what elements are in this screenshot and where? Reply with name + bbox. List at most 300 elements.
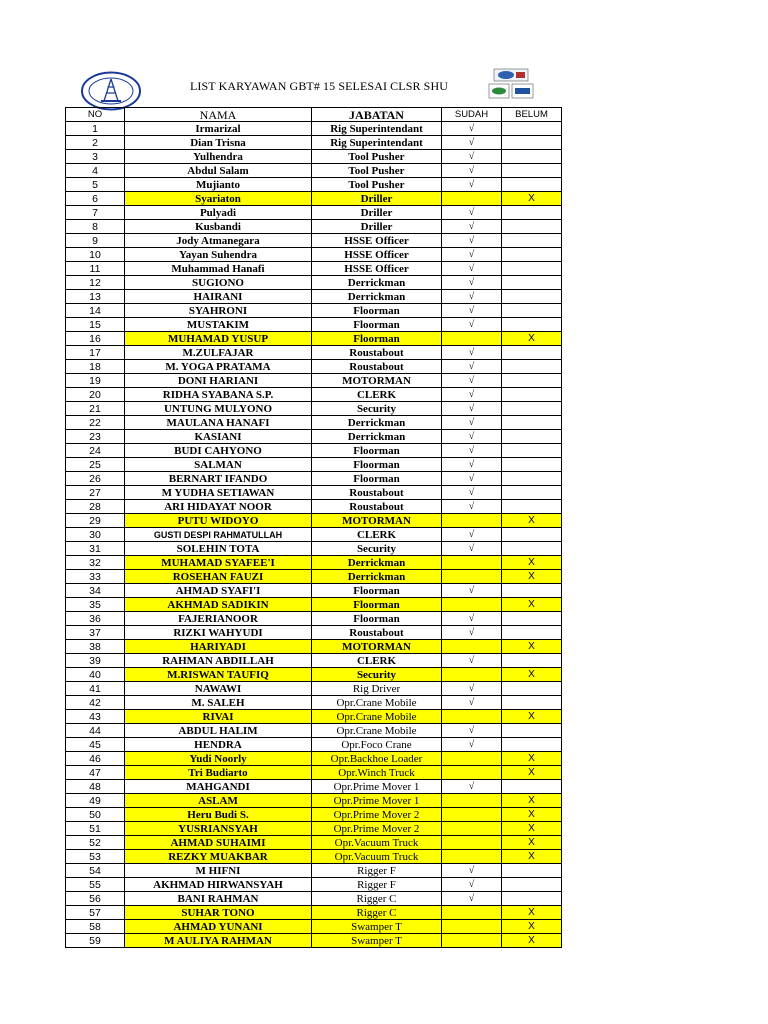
row-jabatan: Derrickman — [312, 290, 442, 304]
row-sudah — [442, 752, 502, 766]
row-sudah: √ — [442, 864, 502, 878]
row-belum: X — [502, 836, 562, 850]
row-belum — [502, 528, 562, 542]
row-nama: HENDRA — [125, 738, 312, 752]
row-sudah: √ — [442, 444, 502, 458]
row-jabatan: Opr.Crane Mobile — [312, 724, 442, 738]
row-belum — [502, 318, 562, 332]
row-nama: M AULIYA RAHMAN — [125, 934, 312, 948]
table-row — [66, 528, 562, 542]
row-belum: X — [502, 598, 562, 612]
row-nama: Yayan Suhendra — [125, 248, 312, 262]
row-no: 46 — [66, 752, 125, 766]
table-row — [66, 724, 562, 738]
table-row — [66, 402, 562, 416]
row-belum — [502, 234, 562, 248]
row-sudah: √ — [442, 164, 502, 178]
row-jabatan: Floorman — [312, 458, 442, 472]
row-sudah: √ — [442, 248, 502, 262]
row-sudah: √ — [442, 682, 502, 696]
row-belum: X — [502, 752, 562, 766]
row-sudah: √ — [442, 724, 502, 738]
row-nama: FAJERIANOOR — [125, 612, 312, 626]
row-no: 34 — [66, 584, 125, 598]
row-nama: Abdul Salam — [125, 164, 312, 178]
table-row — [66, 500, 562, 514]
row-sudah: √ — [442, 458, 502, 472]
row-no: 26 — [66, 472, 125, 486]
row-belum — [502, 626, 562, 640]
row-jabatan: Security — [312, 542, 442, 556]
table-row — [66, 472, 562, 486]
row-jabatan: Floorman — [312, 332, 442, 346]
row-no: 16 — [66, 332, 125, 346]
row-sudah: √ — [442, 696, 502, 710]
table-row — [66, 878, 562, 892]
table-row — [66, 318, 562, 332]
row-belum — [502, 864, 562, 878]
row-jabatan: CLERK — [312, 388, 442, 402]
row-sudah — [442, 598, 502, 612]
row-sudah: √ — [442, 136, 502, 150]
row-belum: X — [502, 570, 562, 584]
row-sudah: √ — [442, 626, 502, 640]
row-jabatan: Derrickman — [312, 430, 442, 444]
row-belum — [502, 458, 562, 472]
row-sudah — [442, 766, 502, 780]
row-belum — [502, 584, 562, 598]
header-jabatan: JABATAN — [312, 108, 442, 122]
row-sudah — [442, 192, 502, 206]
row-jabatan: Driller — [312, 192, 442, 206]
header-no: NO — [66, 108, 125, 122]
row-nama: RIDHA SYABANA S.P. — [125, 388, 312, 402]
row-no: 13 — [66, 290, 125, 304]
row-belum — [502, 304, 562, 318]
row-jabatan: Opr.Vacuum Truck — [312, 850, 442, 864]
row-belum — [502, 248, 562, 262]
row-no: 7 — [66, 206, 125, 220]
row-no: 55 — [66, 878, 125, 892]
row-belum — [502, 724, 562, 738]
row-sudah: √ — [442, 416, 502, 430]
row-jabatan: Opr.Backhoe Loader — [312, 752, 442, 766]
row-belum — [502, 346, 562, 360]
row-jabatan: Security — [312, 402, 442, 416]
row-nama: M.RISWAN TAUFIQ — [125, 668, 312, 682]
row-nama: KASIANI — [125, 430, 312, 444]
row-sudah: √ — [442, 528, 502, 542]
row-nama: SALMAN — [125, 458, 312, 472]
row-no: 36 — [66, 612, 125, 626]
row-no: 49 — [66, 794, 125, 808]
table-row — [66, 542, 562, 556]
row-no: 50 — [66, 808, 125, 822]
row-no: 24 — [66, 444, 125, 458]
row-belum: X — [502, 822, 562, 836]
row-sudah: √ — [442, 612, 502, 626]
table-row — [66, 178, 562, 192]
row-no: 37 — [66, 626, 125, 640]
row-belum — [502, 402, 562, 416]
table-row — [66, 612, 562, 626]
row-jabatan: Security — [312, 668, 442, 682]
table-row — [66, 276, 562, 290]
row-jabatan: MOTORMAN — [312, 514, 442, 528]
table-row — [66, 150, 562, 164]
row-jabatan: Opr.Crane Mobile — [312, 696, 442, 710]
row-nama: ARI HIDAYAT NOOR — [125, 500, 312, 514]
row-nama: AKHMAD SADIKIN — [125, 598, 312, 612]
row-nama: Syariaton — [125, 192, 312, 206]
row-nama: Kusbandi — [125, 220, 312, 234]
row-sudah — [442, 934, 502, 948]
row-jabatan: HSSE Officer — [312, 262, 442, 276]
row-nama: HARIYADI — [125, 640, 312, 654]
row-sudah — [442, 794, 502, 808]
row-no: 39 — [66, 654, 125, 668]
row-sudah — [442, 850, 502, 864]
row-belum: X — [502, 920, 562, 934]
row-jabatan: Floorman — [312, 598, 442, 612]
row-sudah: √ — [442, 360, 502, 374]
row-jabatan: Opr.Prime Mover 1 — [312, 780, 442, 794]
row-jabatan: HSSE Officer — [312, 234, 442, 248]
row-belum — [502, 738, 562, 752]
row-sudah — [442, 570, 502, 584]
row-no: 18 — [66, 360, 125, 374]
row-belum — [502, 612, 562, 626]
row-belum — [502, 500, 562, 514]
row-belum: X — [502, 766, 562, 780]
row-no: 33 — [66, 570, 125, 584]
row-belum: X — [502, 192, 562, 206]
table-row — [66, 738, 562, 752]
row-jabatan: Tool Pusher — [312, 164, 442, 178]
table-row — [66, 332, 562, 346]
row-no: 2 — [66, 136, 125, 150]
table-row — [66, 864, 562, 878]
row-nama: Yudi Noorly — [125, 752, 312, 766]
row-sudah: √ — [442, 472, 502, 486]
row-belum — [502, 136, 562, 150]
row-sudah: √ — [442, 276, 502, 290]
row-nama: AHMAD SYAFI'I — [125, 584, 312, 598]
row-nama: BANI RAHMAN — [125, 892, 312, 906]
row-belum: X — [502, 710, 562, 724]
table-row — [66, 570, 562, 584]
row-no: 25 — [66, 458, 125, 472]
row-belum: X — [502, 934, 562, 948]
row-no: 14 — [66, 304, 125, 318]
table-row — [66, 164, 562, 178]
row-nama: HAIRANI — [125, 290, 312, 304]
row-nama: Jody Atmanegara — [125, 234, 312, 248]
row-sudah: √ — [442, 388, 502, 402]
row-jabatan: Driller — [312, 220, 442, 234]
row-nama: MUHAMAD SYAFEE'I — [125, 556, 312, 570]
row-jabatan: Roustabout — [312, 626, 442, 640]
row-belum — [502, 486, 562, 500]
row-nama: AKHMAD HIRWANSYAH — [125, 878, 312, 892]
row-nama: Mujianto — [125, 178, 312, 192]
row-jabatan: Roustabout — [312, 360, 442, 374]
row-no: 43 — [66, 710, 125, 724]
table-row — [66, 808, 562, 822]
row-sudah: √ — [442, 290, 502, 304]
row-jabatan: Opr.Foco Crane — [312, 738, 442, 752]
table-row — [66, 262, 562, 276]
table-row — [66, 640, 562, 654]
row-no: 32 — [66, 556, 125, 570]
row-nama: Tri Budiarto — [125, 766, 312, 780]
row-sudah — [442, 556, 502, 570]
row-belum — [502, 444, 562, 458]
table-row — [66, 752, 562, 766]
row-belum — [502, 878, 562, 892]
table-row — [66, 304, 562, 318]
row-nama: SOLEHIN TOTA — [125, 542, 312, 556]
table-row — [66, 290, 562, 304]
row-sudah: √ — [442, 220, 502, 234]
row-jabatan: Floorman — [312, 612, 442, 626]
row-no: 52 — [66, 836, 125, 850]
row-jabatan: Opr.Winch Truck — [312, 766, 442, 780]
row-no: 11 — [66, 262, 125, 276]
row-no: 6 — [66, 192, 125, 206]
row-sudah: √ — [442, 346, 502, 360]
row-no: 42 — [66, 696, 125, 710]
row-no: 10 — [66, 248, 125, 262]
row-jabatan: Opr.Crane Mobile — [312, 710, 442, 724]
row-jabatan: Derrickman — [312, 556, 442, 570]
row-sudah: √ — [442, 206, 502, 220]
row-jabatan: Tool Pusher — [312, 178, 442, 192]
row-jabatan: Rigger C — [312, 906, 442, 920]
row-sudah — [442, 514, 502, 528]
row-no: 31 — [66, 542, 125, 556]
header-nama: NAMA — [125, 108, 312, 122]
row-sudah — [442, 920, 502, 934]
row-sudah — [442, 822, 502, 836]
table-row — [66, 388, 562, 402]
row-jabatan: Rigger F — [312, 878, 442, 892]
row-nama: MUHAMAD YUSUP — [125, 332, 312, 346]
row-belum — [502, 276, 562, 290]
row-jabatan: Tool Pusher — [312, 150, 442, 164]
row-no: 5 — [66, 178, 125, 192]
row-jabatan: Rig Superintendant — [312, 136, 442, 150]
row-jabatan: Opr.Prime Mover 2 — [312, 822, 442, 836]
row-belum — [502, 206, 562, 220]
row-nama: MUSTAKIM — [125, 318, 312, 332]
row-jabatan: MOTORMAN — [312, 640, 442, 654]
row-no: 48 — [66, 780, 125, 794]
row-no: 35 — [66, 598, 125, 612]
row-belum: X — [502, 332, 562, 346]
row-sudah: √ — [442, 262, 502, 276]
row-jabatan: Rig Superintendant — [312, 122, 442, 136]
row-jabatan: CLERK — [312, 654, 442, 668]
table-row — [66, 710, 562, 724]
table-row — [66, 486, 562, 500]
row-sudah — [442, 668, 502, 682]
row-nama: M. SALEH — [125, 696, 312, 710]
row-nama: Dian Trisna — [125, 136, 312, 150]
row-jabatan: Derrickman — [312, 570, 442, 584]
table-row — [66, 822, 562, 836]
row-jabatan: Rig Driver — [312, 682, 442, 696]
row-nama: RIZKI WAHYUDI — [125, 626, 312, 640]
table-row — [66, 374, 562, 388]
row-nama: SUHAR TONO — [125, 906, 312, 920]
row-belum — [502, 472, 562, 486]
row-sudah: √ — [442, 374, 502, 388]
row-no: 3 — [66, 150, 125, 164]
row-nama: PUTU WIDOYO — [125, 514, 312, 528]
table-row — [66, 626, 562, 640]
row-belum — [502, 892, 562, 906]
row-sudah — [442, 808, 502, 822]
row-no: 28 — [66, 500, 125, 514]
table-header-row — [66, 108, 562, 122]
row-nama: Irmarizal — [125, 122, 312, 136]
table-row — [66, 360, 562, 374]
row-belum — [502, 290, 562, 304]
row-jabatan: Rigger C — [312, 892, 442, 906]
table-row — [66, 696, 562, 710]
row-belum — [502, 388, 562, 402]
row-belum — [502, 150, 562, 164]
row-no: 41 — [66, 682, 125, 696]
row-jabatan: Rigger F — [312, 864, 442, 878]
table-row — [66, 794, 562, 808]
row-jabatan: Floorman — [312, 472, 442, 486]
row-jabatan: Opr.Prime Mover 1 — [312, 794, 442, 808]
row-no: 19 — [66, 374, 125, 388]
row-no: 4 — [66, 164, 125, 178]
row-sudah — [442, 332, 502, 346]
row-nama: ASLAM — [125, 794, 312, 808]
row-sudah: √ — [442, 178, 502, 192]
row-nama: ROSEHAN FAUZI — [125, 570, 312, 584]
table-row — [66, 598, 562, 612]
row-nama: UNTUNG MULYONO — [125, 402, 312, 416]
table-row — [66, 122, 562, 136]
row-sudah: √ — [442, 542, 502, 556]
row-jabatan: Swamper T — [312, 920, 442, 934]
row-sudah: √ — [442, 892, 502, 906]
row-no: 27 — [66, 486, 125, 500]
row-belum — [502, 178, 562, 192]
row-nama: M.ZULFAJAR — [125, 346, 312, 360]
row-jabatan: Swamper T — [312, 934, 442, 948]
company-seal-logo-icon — [80, 71, 142, 111]
table-row — [66, 836, 562, 850]
row-nama: Muhammad Hanafi — [125, 262, 312, 276]
row-jabatan: Floorman — [312, 584, 442, 598]
row-jabatan: Floorman — [312, 444, 442, 458]
row-nama: RIVAI — [125, 710, 312, 724]
row-no: 29 — [66, 514, 125, 528]
row-jabatan: Roustabout — [312, 486, 442, 500]
row-nama: ABDUL HALIM — [125, 724, 312, 738]
row-sudah: √ — [442, 878, 502, 892]
row-nama: Yulhendra — [125, 150, 312, 164]
row-nama: AHMAD YUNANI — [125, 920, 312, 934]
row-belum: X — [502, 668, 562, 682]
row-nama: YUSRIANSYAH — [125, 822, 312, 836]
row-nama: BERNART IFANDO — [125, 472, 312, 486]
row-no: 20 — [66, 388, 125, 402]
row-nama: BUDI CAHYONO — [125, 444, 312, 458]
table-row — [66, 556, 562, 570]
row-belum: X — [502, 794, 562, 808]
row-sudah: √ — [442, 430, 502, 444]
row-no: 12 — [66, 276, 125, 290]
row-belum: X — [502, 514, 562, 528]
table-row — [66, 682, 562, 696]
table-row — [66, 584, 562, 598]
row-no: 40 — [66, 668, 125, 682]
header-belum: BELUM — [502, 108, 562, 122]
row-sudah: √ — [442, 584, 502, 598]
table-body — [66, 122, 562, 948]
row-sudah — [442, 906, 502, 920]
row-sudah: √ — [442, 654, 502, 668]
row-belum — [502, 122, 562, 136]
table-row — [66, 248, 562, 262]
row-no: 17 — [66, 346, 125, 360]
row-jabatan: Driller — [312, 206, 442, 220]
row-sudah: √ — [442, 500, 502, 514]
row-no: 8 — [66, 220, 125, 234]
row-belum — [502, 360, 562, 374]
row-sudah: √ — [442, 402, 502, 416]
row-sudah: √ — [442, 486, 502, 500]
row-no: 56 — [66, 892, 125, 906]
row-jabatan: Roustabout — [312, 346, 442, 360]
employee-table — [65, 107, 562, 948]
table-row — [66, 234, 562, 248]
table-row — [66, 780, 562, 794]
row-no: 45 — [66, 738, 125, 752]
row-jabatan: Derrickman — [312, 416, 442, 430]
row-no: 53 — [66, 850, 125, 864]
row-belum: X — [502, 850, 562, 864]
row-belum: X — [502, 906, 562, 920]
row-sudah: √ — [442, 738, 502, 752]
row-nama: REZKY MUAKBAR — [125, 850, 312, 864]
row-sudah: √ — [442, 318, 502, 332]
table-row — [66, 654, 562, 668]
row-belum — [502, 654, 562, 668]
row-belum — [502, 682, 562, 696]
table-row — [66, 346, 562, 360]
row-jabatan: Floorman — [312, 304, 442, 318]
row-belum — [502, 164, 562, 178]
table-row — [66, 458, 562, 472]
row-no: 23 — [66, 430, 125, 444]
row-no: 38 — [66, 640, 125, 654]
row-nama: SYAHRONI — [125, 304, 312, 318]
table-row — [66, 430, 562, 444]
row-sudah: √ — [442, 150, 502, 164]
row-no: 22 — [66, 416, 125, 430]
table-row — [66, 668, 562, 682]
row-nama: M. YOGA PRATAMA — [125, 360, 312, 374]
row-belum — [502, 220, 562, 234]
